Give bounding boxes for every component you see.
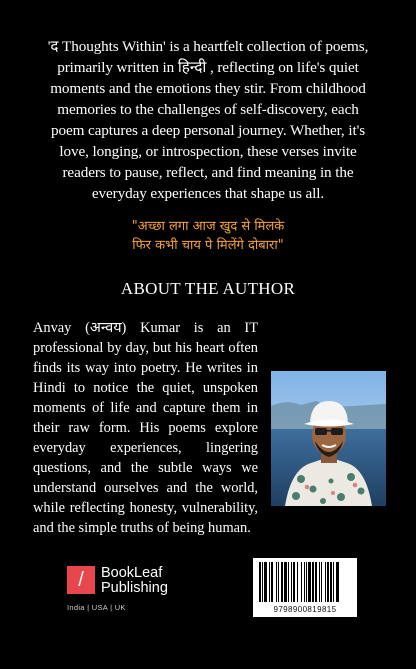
barcode-bar [301, 562, 302, 602]
barcode-bars [253, 558, 357, 604]
publisher-name-line-1: BookLeaf [101, 565, 163, 581]
barcode-bar [312, 562, 314, 602]
isbn-barcode [253, 558, 357, 617]
barcode-bar [336, 562, 339, 602]
barcode-bar [330, 562, 332, 602]
isbn-number: 9798900819815 [273, 605, 337, 614]
hindi-quote [40, 217, 376, 255]
barcode-bar [306, 562, 307, 602]
about-author-heading: ABOUT THE AUTHOR [120, 279, 296, 298]
barcode-bar [281, 562, 283, 602]
barcode-bar [321, 562, 322, 602]
publisher-logo-mark: / [67, 566, 95, 594]
barcode-bar [259, 562, 261, 602]
barcode-bar [293, 562, 295, 602]
barcode-bar [333, 562, 334, 602]
barcode-bar [271, 562, 273, 602]
barcode-bar [262, 562, 263, 602]
barcode-bar [308, 562, 311, 602]
barcode-bar [284, 562, 287, 602]
barcode-bar [288, 562, 289, 602]
author-photo [271, 371, 386, 506]
quote-line-2: फिर कभी चाय पे मिलेंगे दोबारा" [132, 238, 284, 253]
barcode-bar [269, 562, 270, 602]
publisher-regions: India | USA | UK [67, 603, 126, 612]
publisher-name-line-2: Publishing [101, 580, 168, 596]
barcode-bar [304, 562, 305, 602]
barcode-bar [291, 562, 292, 602]
barcode-bar [327, 562, 329, 602]
barcode-bar [315, 562, 317, 602]
barcode-bar [325, 562, 326, 602]
publisher-name [101, 566, 168, 596]
back-cover-blurb: 'द Thoughts Within' is a heartfelt collection of poems, primarily written in हिन्दी , reflecting on life's quiet moments and the emotions they stir. From childhood memories to the challenges of self-discovery, each poem captures a deep personal journey. Whether, it's love, longing, or introspection, these verses invite readers to pause, reflect, and find meaning in the everyday experiences that shape us all. [47, 38, 369, 202]
barcode-bar [297, 562, 298, 602]
author-photo-illustration [271, 371, 386, 506]
author-bio: Anvay (अन्वय) Kumar is an IT professional by day, but his heart often finds its way into poetry. He writes in Hindi to notice the quiet, unspoken moments of life and capture them in their raw form. His poems explore everyday experiences, lingering questions, and the subtle ways we understand ourselves and the world, while reflecting honesty, vulnerability, and the simple truths of being human. [33, 320, 258, 536]
barcode-bar [276, 562, 277, 602]
barcode-bar [264, 562, 267, 602]
barcode-bar [278, 562, 279, 602]
publisher-logo [67, 566, 207, 626]
barcode-bar [319, 562, 320, 602]
quote-line-1: "अच्छा लगा आज खुद से मिलके [131, 219, 285, 234]
